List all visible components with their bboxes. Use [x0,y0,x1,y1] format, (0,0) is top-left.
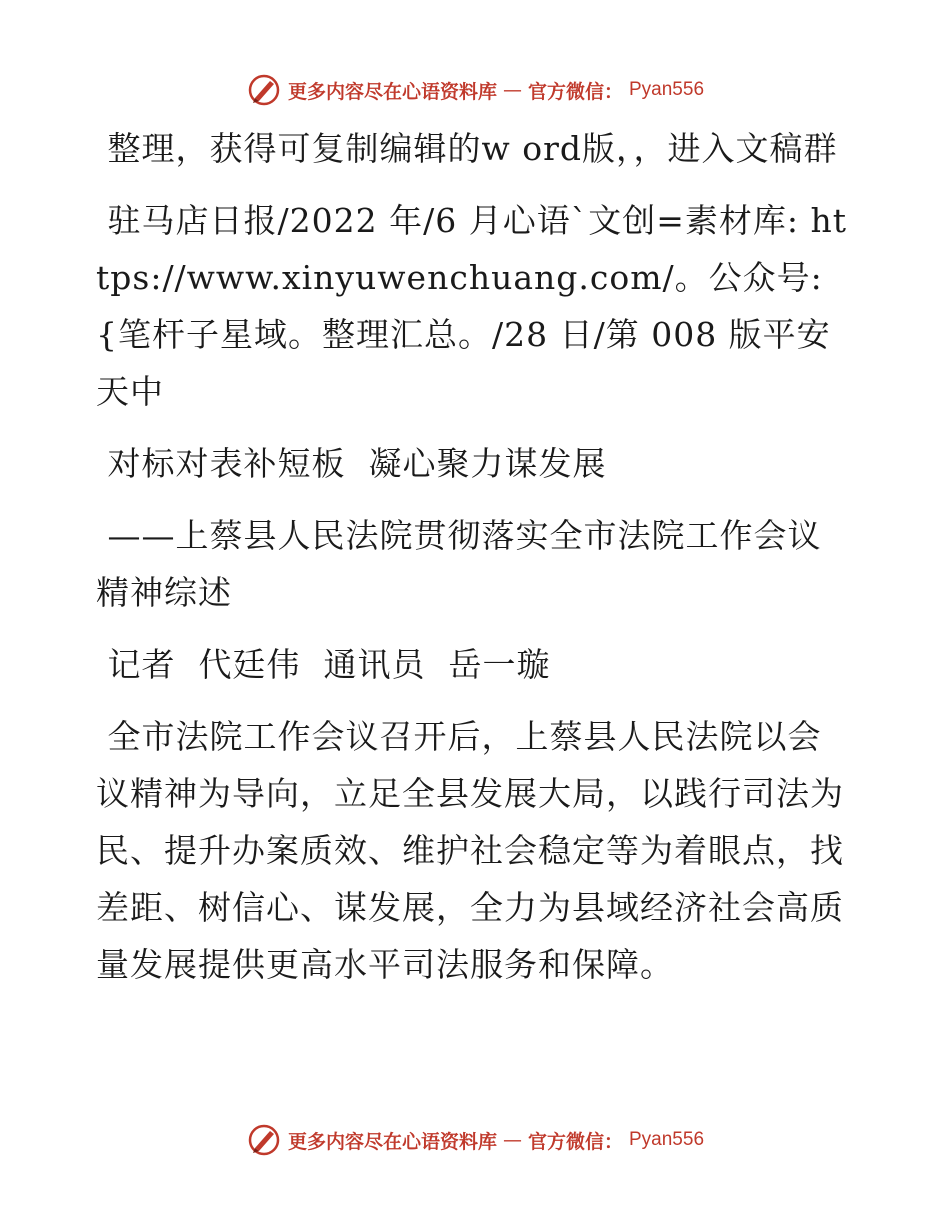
article-subtitle: ——上蔡县人民法院贯彻落实全市法院工作会议精神综述 [96,516,822,612]
banner-official-label: 官方微信： [527,80,623,103]
paragraph-source: 驻马店日报/2022 年/6 月心语`文创=素材库: https://www.xinyuwenchuang.com/。公众号: {笔杆子星域。整理汇总。/28 日/第 008 版平安天中 [96,201,847,411]
paragraph-intro: 整理，获得可复制编辑的w ord版，，进入文稿群 [96,129,838,168]
banner-dash: — [502,1129,522,1151]
document-body [96,120,852,1008]
article-byline: 记者 代廷伟 通讯员 岳一璇 [96,645,551,684]
article-title: 对标对表补短板 凝心聚力谋发展 [96,444,607,483]
banner-wechat-id: Pyan556 [629,1129,705,1150]
banner-slogan: 更多内容尽在心语资料库 [287,80,497,103]
footer-watermark-banner [0,1120,950,1160]
pen-logo-icon [246,72,282,108]
header-watermark-banner [0,70,950,110]
pen-logo-icon [246,1122,282,1158]
banner-slogan: 更多内容尽在心语资料库 [287,1130,497,1153]
banner-dash: — [502,79,522,101]
banner-official-label: 官方微信： [527,1130,623,1153]
paragraph-body: 全市法院工作会议召开后，上蔡县人民法院以会议精神为导向，立足全县发展大局，以践行司法为民、提升办案质效、维护社会稳定等为着眼点，找差距、树信心、谋发展，全力为县域经济社会高质量发展提供更高水平司法服务和保障。 [96,717,844,984]
banner-wechat-id: Pyan556 [629,79,705,100]
